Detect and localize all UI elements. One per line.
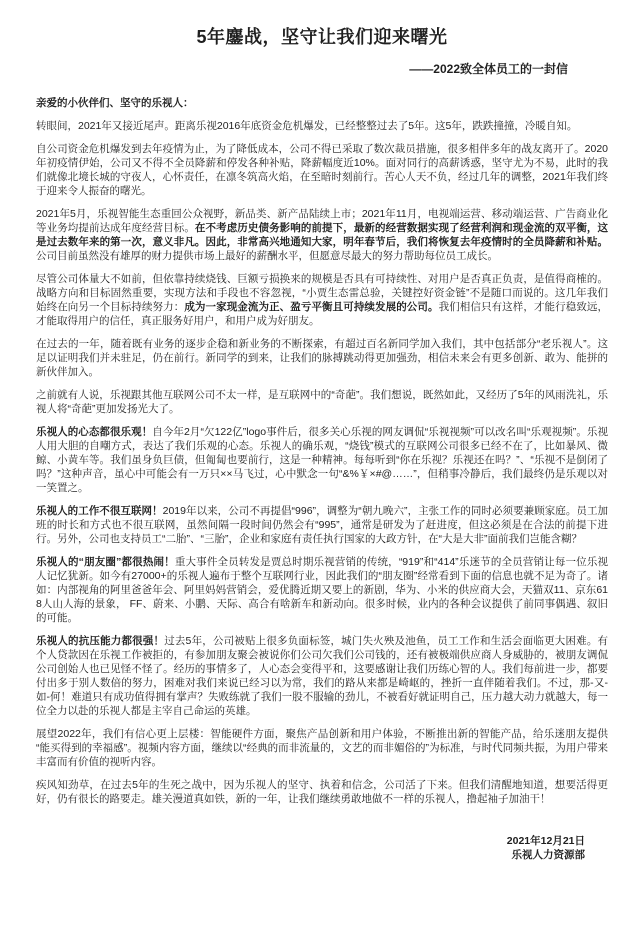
- paragraph-bold-run: 成为一家现金流为正、盈亏平衡且可持续发展的公司。: [184, 301, 439, 314]
- paragraph: [36, 272, 608, 328]
- letter-body: [36, 119, 608, 806]
- paragraph-run: 转眼间，2021年又接近尾声。距离乐视2016年底资金危机爆发，已经整整过去了5年。这5年，跌跌撞撞，冷暖自知。: [36, 120, 578, 133]
- paragraph-run: 2021年5月，乐视智能生态重回公众视野，新品类、新产品陆续上市；2021年11月，电视端运营、移动端运营、广告商业化等业务均提前达成年度经营目标。: [36, 208, 608, 235]
- paragraph-bold-run: 在不考虑历史债务影响的前提下，最新的经营数据实现了经营利润和现金流的双平衡，这是过去数年来的第一次，意义非凡。因此，非常高兴地通知大家，明年春节后，我们将恢复去年疫情时的全员降薪和补贴。: [36, 222, 609, 249]
- paragraph: [36, 634, 608, 718]
- paragraph-bold-run: 乐视人的“朋友圈”都很热闹！: [36, 556, 175, 569]
- signature-date: 2021年12月21日: [506, 835, 585, 848]
- paragraph-run: 过去5年，公司被贴上很多负面标签，城门失火殃及池鱼，员工工作和生活会面临更大困难。有个人贷款因在乐视工作被拒的，有参加朋友聚会被说你们公司欠我们公司钱的，还有被极端供应商人身威胁的，被朋友调侃公司创始人也已见怪不怪了。经历的事情多了，人心态会变得平和，这要感谢让我们历练心智的人。我们每前进一步，都要付出多于别人数倍的努力，困难对我们来说已经习以为常，我们的路从来都是崎岖的，挫折一直伴随着我们。不过，那-又-如-何！难道只有成功值得拥有掌声？失败练就了我们一股不服输的劲儿，不被看好就证明自己，压力越大动力就越大，每一位全力以赴的乐视人都是主宰自己命运的英雄。: [36, 635, 608, 718]
- paragraph-run: 自今年2月“欠122亿”logo事件后，很多关心乐视的网友调侃“乐视视频”可以改名叫“乐观视频”。乐视人用大胆的自嘲方式，表达了我们乐观的心态。乐视人的确乐观，“烧钱”模式的互联网公司很多已经不在了，比如暴风、微鲸、小黄车等。我们虽身负巨债，但匍匐也要前行，这是一种精神。每每听到“你在乐视？乐视还在吗？”、“乐视不是倒闭了吗？”这种声音，虽心中可能会有一万只××马飞过，心中默念一句“&%￥×#@……”，但稍事冷静后，我们最终仍是乐观以对一笑置之。: [36, 426, 608, 495]
- paragraph: [36, 388, 608, 416]
- paragraph-bold-run: 乐视人的工作不很互联网！: [36, 505, 163, 518]
- paragraph-run: 疾风知劲草，在过去5年的生死之战中，因为乐视人的坚守、执着和信念，公司活了下来。但我们清醒地知道，想要活得更好，仍有很长的路要走。雄关漫道真如铁，新的一年，让我们继续勇敢地做不一样的乐视人，撸起袖子加油干！: [36, 779, 608, 806]
- paragraph: [36, 778, 608, 806]
- paragraph: [36, 425, 608, 495]
- letter-subtitle: ——2022致全体员工的一封信: [409, 61, 568, 76]
- paragraph: [36, 555, 608, 625]
- signature-department: 乐视人力资源部: [511, 849, 585, 862]
- paragraph-run: 展望2022年，我们有信心更上层楼：智能硬件方面，聚焦产品创新和用户体验，不断推出新的智能产品，给乐迷朋友提供“能买得到的幸福感”。视频内容方面，继续以“经典的而非流量的，文艺的而非媚俗的”为标准，与时代同频共振，为用户带来丰富而有价值的视听内容。: [36, 728, 608, 769]
- paragraph: [36, 207, 608, 263]
- letter-salutation: 亲爱的小伙伴们、坚守的乐视人：: [36, 97, 194, 110]
- paragraph-run: 重大事件全员转发是贾总时期乐视营销的传统，“919”和“414”乐迷节的全员营销让每一位乐视人记忆犹新。如今有27000+的乐视人遍布于整个互联网行业，因此我们的“朋友圈”经常看到下面的信息也就不足为奇了。诸如：内部视角的阿里爸爸年会、阿里妈妈营销会，爱优腾近期又要上的新剧，华为、小米的供应商大会，天猫双11、京东618人山人海的景象， FF、蔚来、小鹏、天际、高合有啥新车和新动向。很多时候，业内的各种会议提供了前同事偶遇、叙旧的可能。: [36, 556, 608, 625]
- paragraph: [36, 504, 608, 546]
- paragraph-bold-run: 乐视人的心态都很乐观！: [36, 426, 153, 439]
- paragraph-run: 自公司资金危机爆发到去年疫情为止，为了降低成本，公司不得已采取了数次裁员措施，很多相伴多年的战友离开了。2020年初疫情伊始，公司又不得不全员降薪和停发各种补贴，降薪幅度近10%。面对同行的高薪诱惑，坚守尤为不易，此时的我们就像北境长城的守夜人，心怀责任，在凛冬筑高火焰，在至暗时刻前行。苦心人天不负，经过几年的调整，2021年我们终于迎来令人振奋的曙光。: [36, 143, 608, 198]
- paragraph-run: 2019年以来，公司不再提倡“996”，调整为“朝九晚六”，主张工作的同时必须要兼顾家庭。员工加班的时长和方式也不很互联网，虽然间隔一段时间仍然会有“995”，通常是研发为了赶进度，但这必须是在合法的前提下进行。另外，公司也支持员工“二胎”、“三胎”，企业和家庭有责任执行国家的大政方针，在“大是大非”面前我们岂能含糊？: [36, 505, 608, 546]
- paragraph: [36, 119, 608, 133]
- paragraph: [36, 727, 608, 769]
- letter-title: 5年鏖战，坚守让我们迎来曙光: [196, 27, 448, 47]
- paragraph-run: 我们相信只有这样，才能行稳致远，才能取得用户的信任，真正服务好用户，和用户成为好朋友。: [36, 301, 609, 328]
- paragraph-bold-run: 乐视人的抗压能力都很强！: [36, 635, 165, 648]
- paragraph: [36, 337, 608, 379]
- paragraph: [36, 142, 608, 198]
- signature-block: [36, 834, 608, 862]
- paragraph-run: 尽管公司体量大不如前，但依靠持续烧钱、巨额亏损换来的规模是否具有可持续性、对用户是否真正负责，是值得商榷的。战略方向和目标固然重要，实现方法和手段也不容忽视，“小贾生态雷总验，关键控好资金链”不是随口而说的。这几年我们始终在向另一个目标持续努力：: [36, 273, 608, 314]
- paragraph-run: 在过去的一年，随着既有业务的逐步企稳和新业务的不断探索，有超过百名新同学加入我们，其中包括部分“老乐视人”。这足以证明我们并未驻足，仍在前行。新同学的到来，让我们的脉搏跳动得更加强劲，相信未来会有更多创新、敢为、能拼的新伙伴加入。: [36, 338, 608, 379]
- paragraph-run: 公司目前虽然没有雄厚的财力提供市场上最好的薪酬水平，但愿意尽最大的努力帮助每位员工成长。: [36, 250, 498, 263]
- paragraph-run: 之前就有人说，乐视跟其他互联网公司不太一样，是互联网中的“奇葩”。我们想说，既然如此，又经历了5年的风雨洗礼，乐视人将“奇葩”更加发扬光大了。: [36, 389, 608, 416]
